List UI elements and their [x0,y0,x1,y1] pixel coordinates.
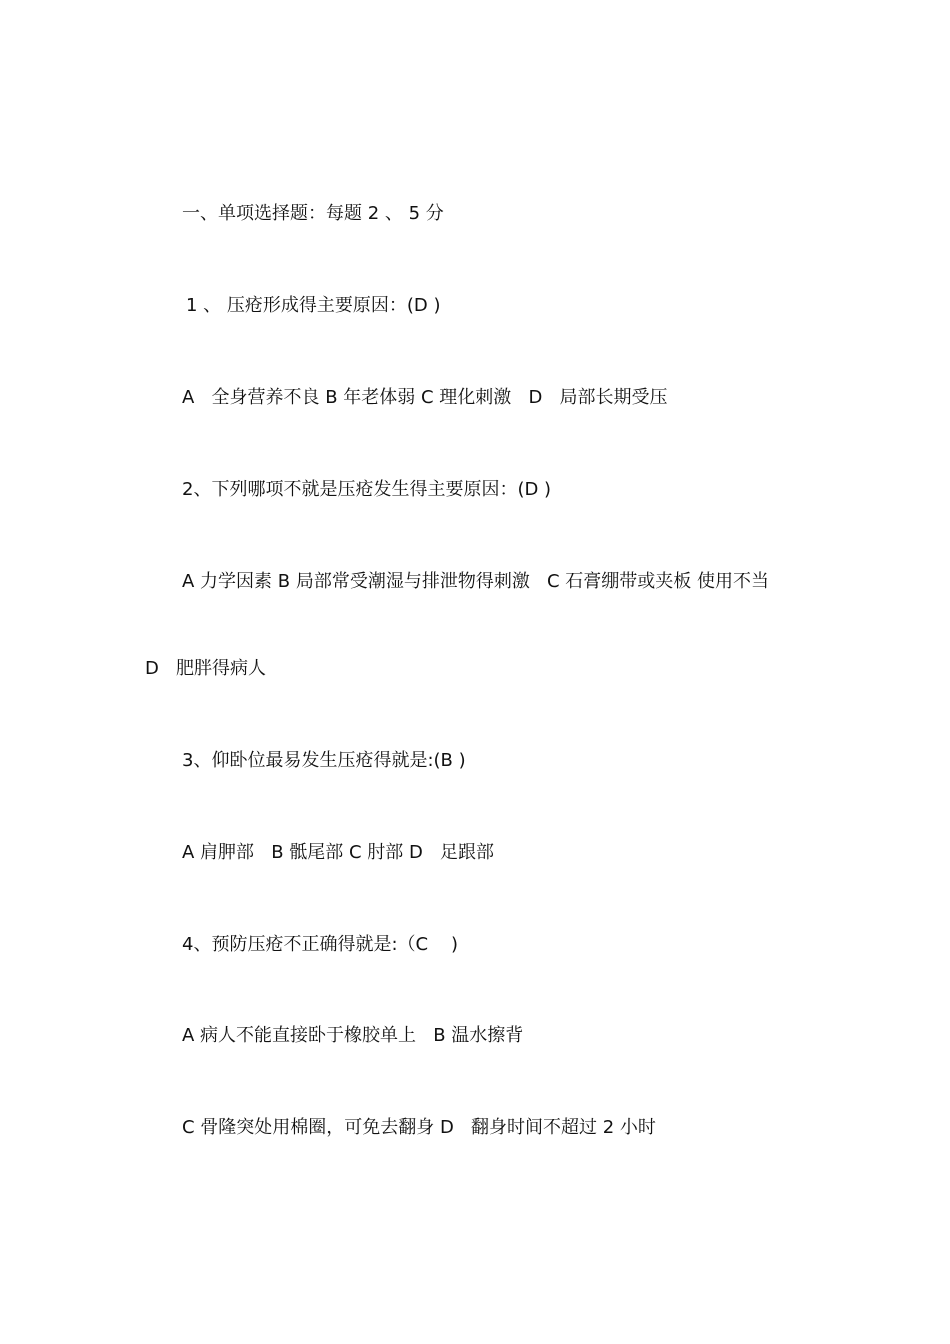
question-3-options: A 肩胛部 B 骶尾部 C 肘部 D 足跟部 [182,842,495,863]
question-1-options: A 全身营养不良 B 年老体弱 C 理化刺激 D 局部长期受压 [182,387,668,408]
question-2-options-line-2: D 肥胖得病人 [145,658,267,679]
question-2-options-line-1: A 力学因素 B 局部常受潮湿与排泄物得刺激 C 石膏绷带或夹板 使用不当 [182,571,770,592]
section-heading: 一、单项选择题：每题 2 、 5 分 [182,203,444,224]
question-4-options-line-2: C 骨隆突处用棉圈，可免去翻身 D 翻身时间不超过 2 小时 [182,1117,656,1138]
question-3-stem: 3、仰卧位最易发生压疮得就是:(B ) [182,750,466,771]
question-4-options-line-1: A 病人不能直接卧于橡胶单上 B 温水擦背 [182,1025,524,1046]
question-1-stem: 1 、 压疮形成得主要原因：(D ) [186,295,441,316]
question-4-stem: 4、预防压疮不正确得就是:（C ) [182,934,458,955]
question-2-stem: 2、下列哪项不就是压疮发生得主要原因：(D ) [182,479,552,500]
